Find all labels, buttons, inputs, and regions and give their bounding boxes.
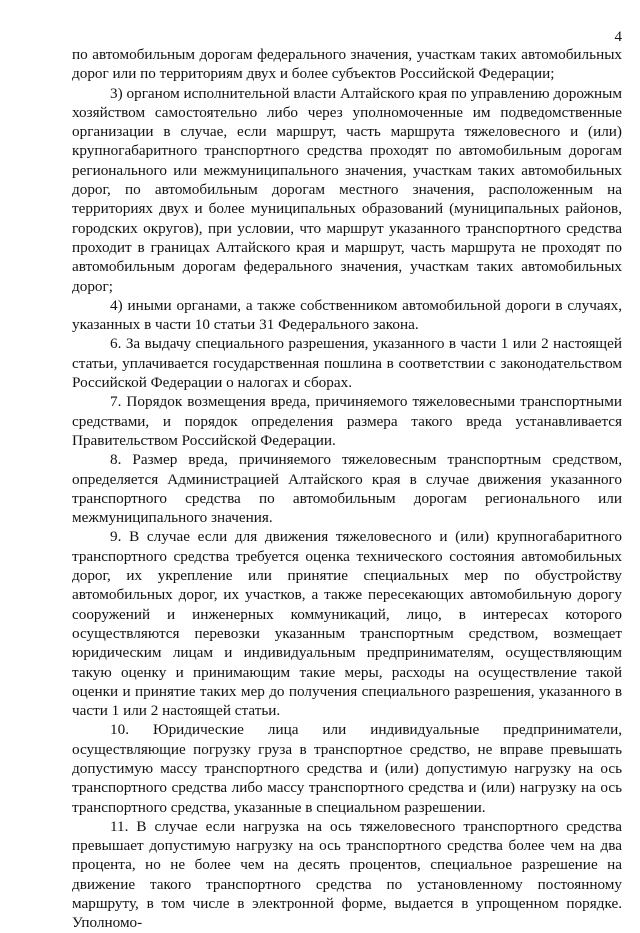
paragraph-part-8: 8. Размер вреда, причиняемого тяжеловесным транспортным средством, определяется Администрацией Алтайского края в случае движения указанного транспортного средства по автомобильным дорогам регионального или межмуниципального значения.: [72, 451, 622, 527]
page-number: 4: [614, 29, 622, 45]
paragraph-part-10: 10. Юридические лица или индивидуальные предприниматели, осуществляющие погрузку груза в транспортное средство, не вправе превышать допустимую массу транспортного средства и (или) допустимую нагрузку на ось транспортного средства либо массу транспортного средства и (или) нагрузку на ось транспортного средства, указанные в специальном разрешении.: [72, 721, 622, 816]
document-body: [72, 45, 622, 933]
paragraph-item-4: 4) иными органами, а также собственником автомобильной дороги в случаях, указанных в части 10 статьи 31 Федерального закона.: [72, 296, 622, 334]
paragraph-continuation: по автомобильным дорогам федерального значения, участкам таких автомобильных дорог или по территориям двух и более субъектов Российской Федерации;: [72, 46, 622, 83]
paragraph-item-3: 3) органом исполнительной власти Алтайского края по управлению дорожным хозяйством самостоятельно либо через уполномоченные им подведомственные организации в случае, если маршрут, часть маршрута тяжеловесного и (или) крупногабаритного транспортного средства проходят по автомобильным дорогам регионального или межмуниципального значения, участкам таких автомобильных дорог, по автомобильным дорогам местного значения, расположенным на территориях двух и более муниципальных образований (муниципальных районов, городских округов), при условии, что маршрут указанного транспортного средства проходит в границах Алтайского края и маршрут, часть маршрута не проходят по автомобильным дорогам федерального значения, участкам таких автомобильных дорог;: [72, 84, 622, 295]
paragraph-part-9: 9. В случае если для движения тяжеловесного и (или) крупногабаритного транспортного средства требуется оценка технического состояния автомобильных дорог, их укрепление или принятие специальных мер по обустройству автомобильных дорог, их участков, а также пересекающих автомобильную дорогу сооружений и инженерных коммуникаций, лицо, в интересах которого осуществляются перевозки указанным транспортным средством, возмещает юридическим лицам и индивидуальным предпринимателям, осуществляющим такую оценку и принимающим такие меры, расходы на осуществление такой оценки и принятие таких мер до получения специального разрешения, указанного в части 1 или 2 настоящей статьи.: [72, 528, 622, 720]
paragraph-part-11: 11. В случае если нагрузка на ось тяжеловесного транспортного средства превышает допустимую нагрузку на ось транспортного средства более чем на два процента, но не более чем на десять процентов, специальное разрешение на движение такого транспортного средства по установленному постоянному маршруту, в том числе в электронной форме, выдается в упрощенном порядке. Уполномо-: [72, 817, 622, 932]
paragraph-part-6: 6. За выдачу специального разрешения, указанного в части 1 или 2 настоящей статьи, уплачивается государственная пошлина в соответствии с законодательством Российской Федерации о налогах и сборах.: [72, 335, 622, 392]
paragraph-part-7: 7. Порядок возмещения вреда, причиняемого тяжеловесными транспортными средствами, и порядок определения размера такого вреда устанавливается Правительством Российской Федерации.: [72, 393, 622, 449]
